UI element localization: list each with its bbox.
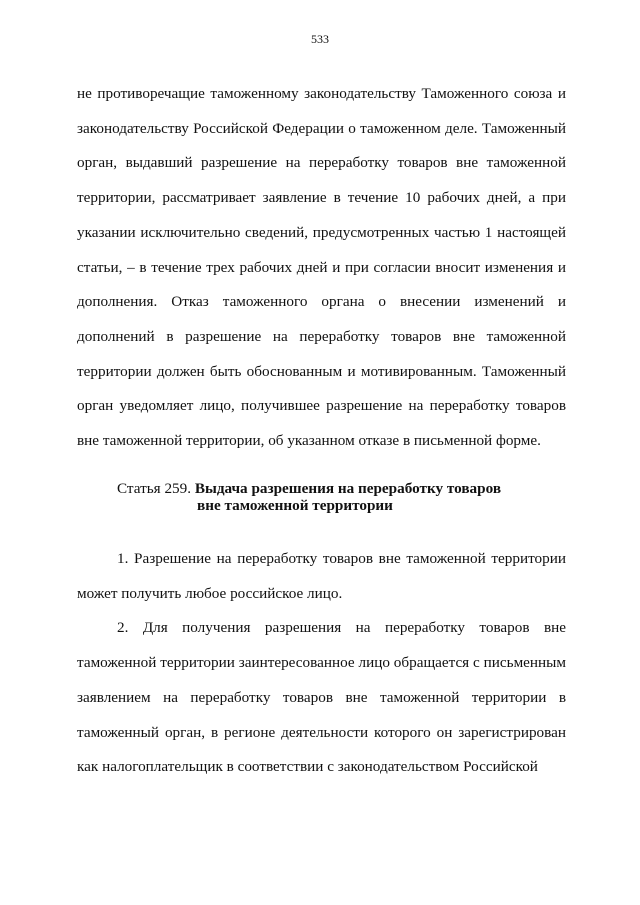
article-title-line2: вне таможенной территории (197, 497, 393, 514)
paragraph-2: 2. Для получения разрешения на переработку товаров вне таможенной территории заинтересованное лицо обращается с письменным заявлением на переработку товаров вне таможенной территории в таможенный орган, в регионе деятельности которого он зарегистрирован как налогоплательщик в соответствии с законодательством Российской (77, 619, 566, 776)
continuation-paragraph: не противоречащие таможенному законодательству Таможенного союза и законодательству Российской Федерации о таможенном деле. Таможенный орган, выдавший разрешение на переработку товаров вне таможенной территории, рассматривает заявление в течение 10 рабочих дней, а при указании исключительно сведений, предусмотренных частью 1 настоящей статьи, – в течение трех рабочих дней и при согласии вносит изменения и дополнения. Отказ таможенного органа о внесении изменений и дополнений в разрешение на переработку товаров вне таможенной территории должен быть обоснованным и мотивированным. Таможенный орган уведомляет лицо, получившее разрешение на переработку товаров вне таможенной территории, об указанном отказе в письменной форме. (77, 85, 566, 450)
article-heading (117, 480, 577, 514)
article-label: Статья 259. (117, 480, 192, 497)
page-number: 533 (311, 32, 329, 46)
paragraph-1: 1. Разрешение на переработку товаров вне таможенной территории может получить любое российское лицо. (77, 550, 566, 602)
continuation-block (77, 77, 566, 459)
article-body (77, 542, 566, 785)
article-title-line1: Выдача разрешения на переработку товаров (194, 480, 502, 497)
